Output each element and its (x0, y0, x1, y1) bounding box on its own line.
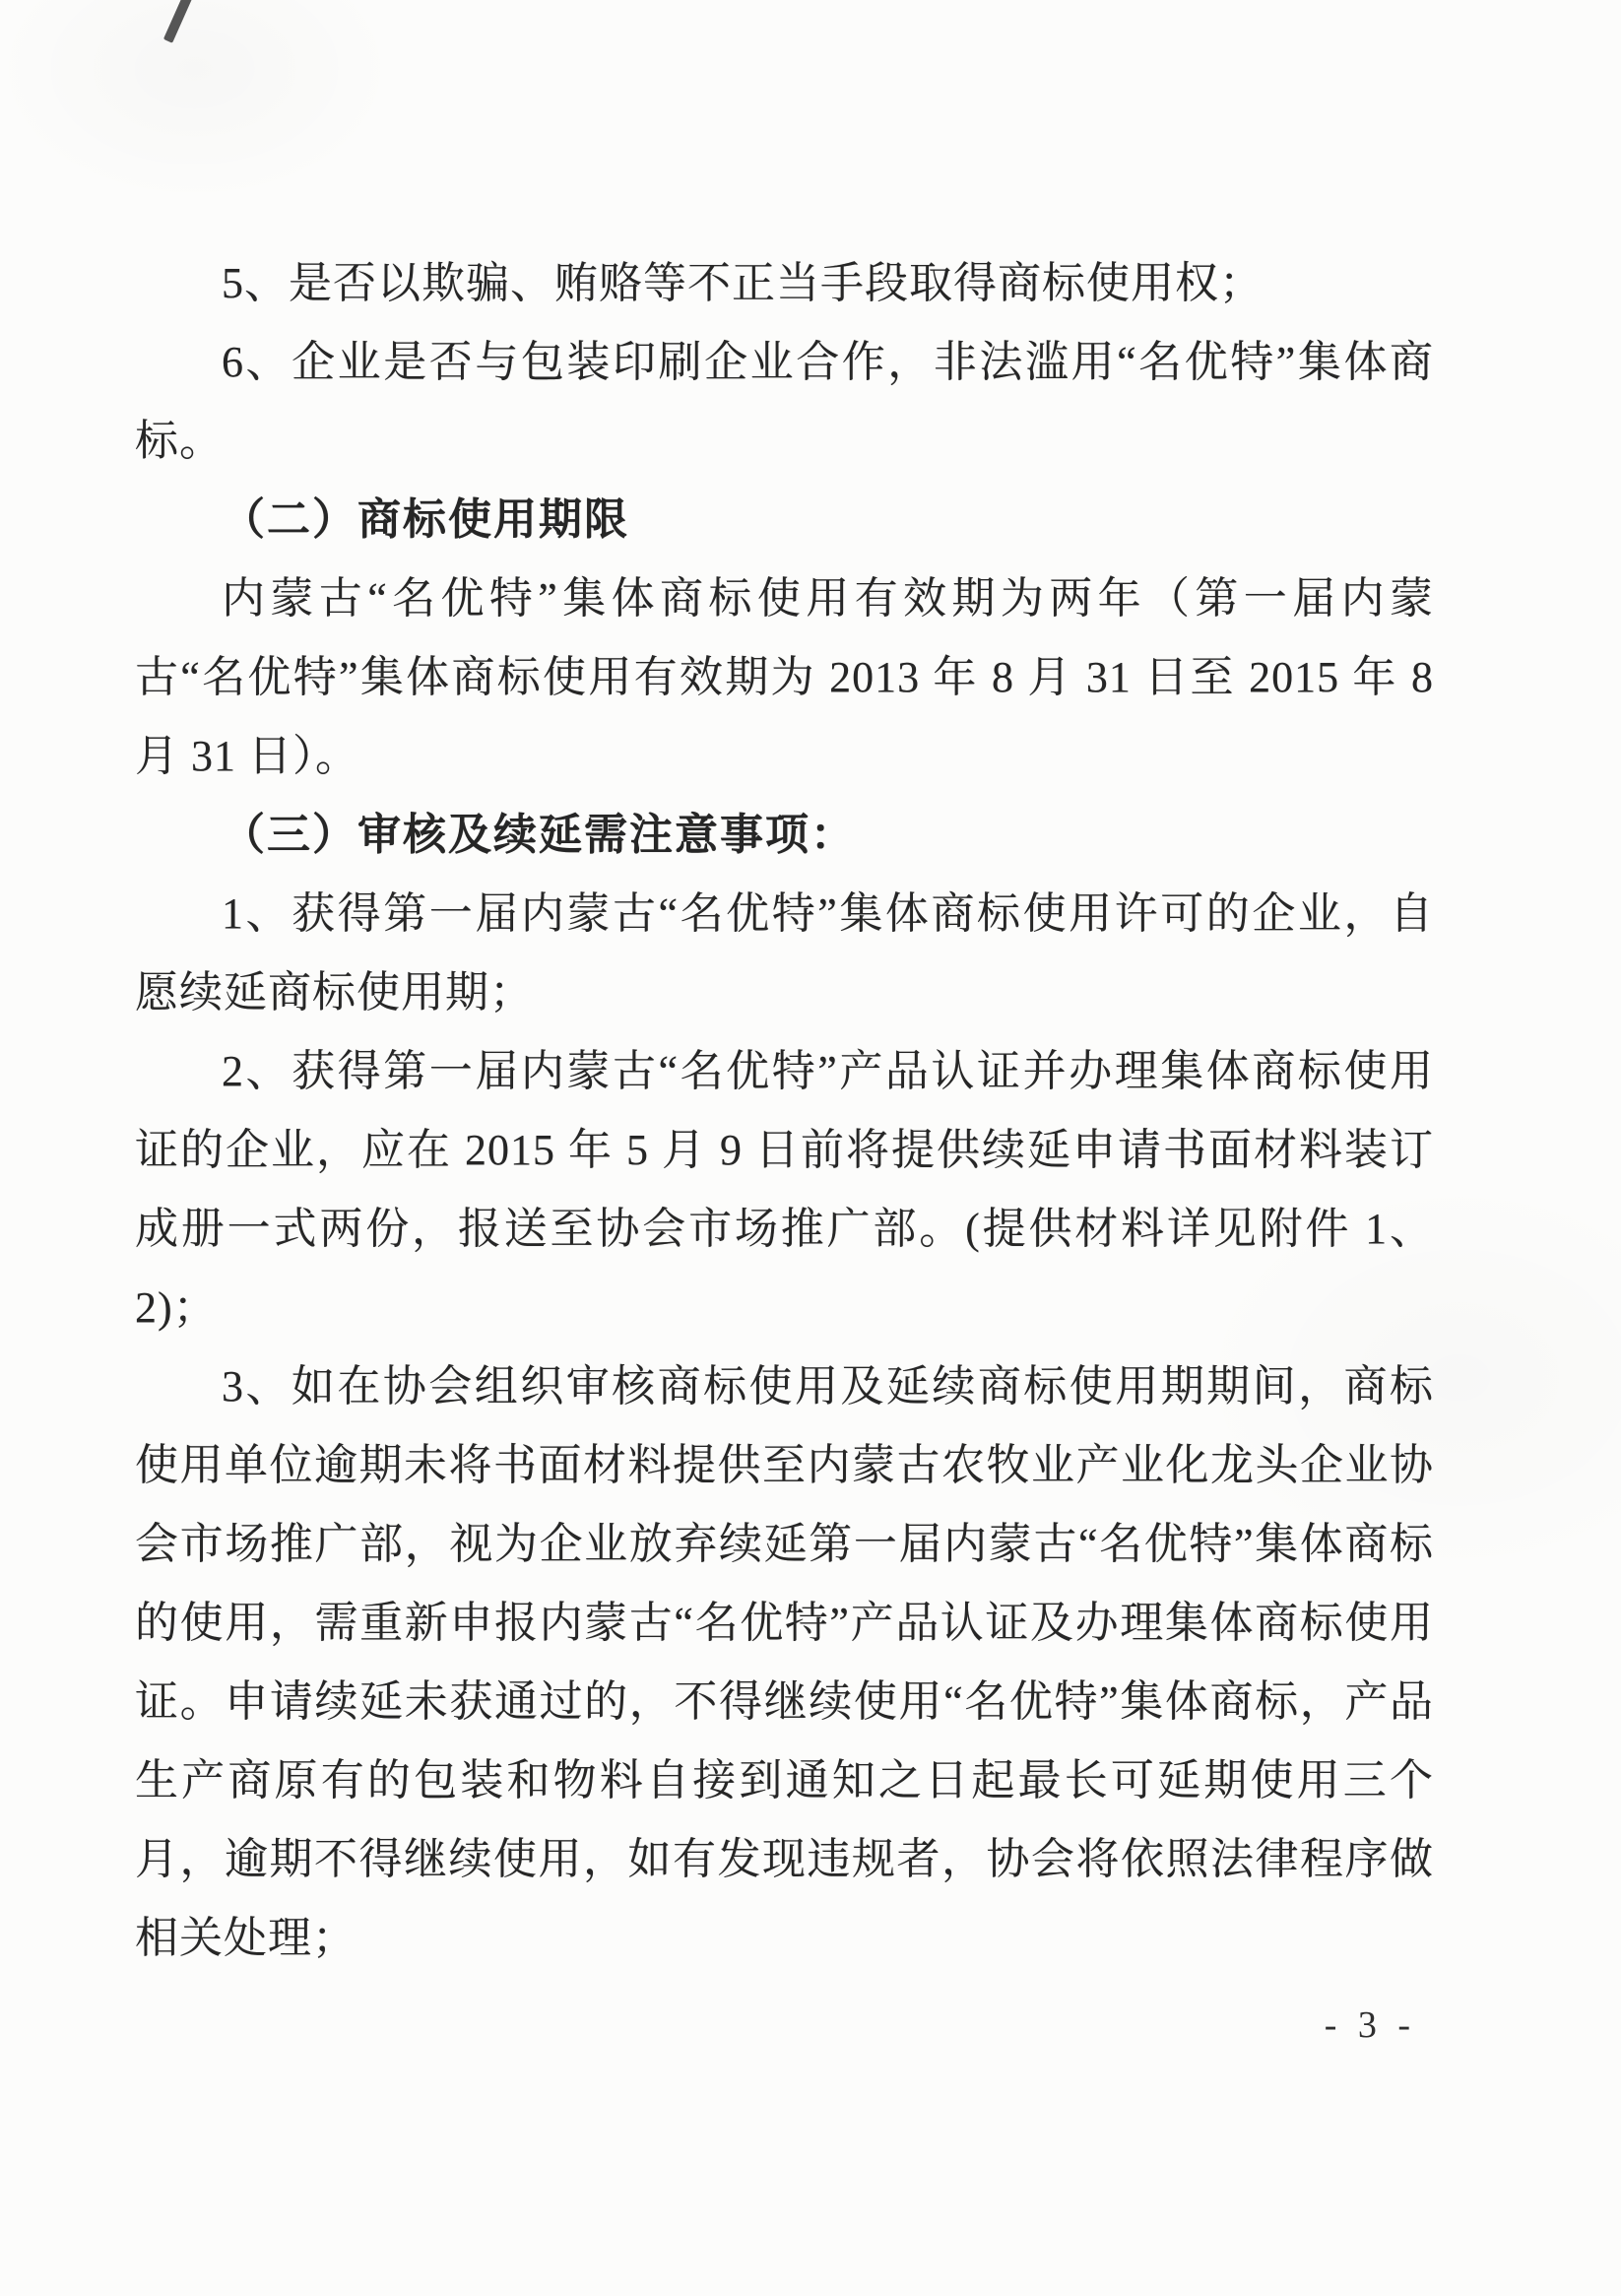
heading-section-3-review-and-renewal-notes: （三）审核及续延需注意事项： (222, 811, 856, 859)
list-item-6: 6、企业是否与包装印刷企业合作，非法滥用“名优特”集体商标。 (135, 338, 1434, 465)
note-item-1: 1、获得第一届内蒙古“名优特”集体商标使用许可的企业，自愿续延商标使用期； (135, 889, 1434, 1017)
document-body (135, 244, 1434, 2047)
scan-artifact (163, 0, 193, 43)
page-number: - 3 - (1324, 2004, 1416, 2046)
list-item-5: 5、是否以欺骗、贿赂等不正当手段取得商标使用权； (222, 259, 1264, 307)
para-validity-period: 内蒙古“名优特”集体商标使用有效期为两年（第一届内蒙古“名优特”集体商标使用有效期为 2013 年 8 月 31 日至 2015 年 8 月 31 日）。 (135, 574, 1434, 780)
heading-section-2-trademark-usage-period: （二）商标使用期限 (222, 495, 629, 544)
note-item-2: 2、获得第一届内蒙古“名优特”产品认证并办理集体商标使用证的企业，应在 2015 年 5 月 9 日前将提供续延申请书面材料装订成册一式两份，报送至协会市场推广部。(提供材料详见附件 1、2)； (135, 1047, 1434, 1332)
note-item-3: 3、如在协会组织审核商标使用及延续商标使用期期间，商标使用单位逾期未将书面材料提供至内蒙古农牧业产业化龙头企业协会市场推广部，视为企业放弃续延第一届内蒙古“名优特”集体商标的使用，需重新申报内蒙古“名优特”产品认证及办理集体商标使用证。申请续延未获通过的，不得继续使用“名优特”集体商标，产品生产商原有的包装和物料自接到通知之日起最长可延期使用三个月，逾期不得继续使用，如有发现违规者，协会将依照法律程序做相关处理； (135, 1362, 1434, 1962)
